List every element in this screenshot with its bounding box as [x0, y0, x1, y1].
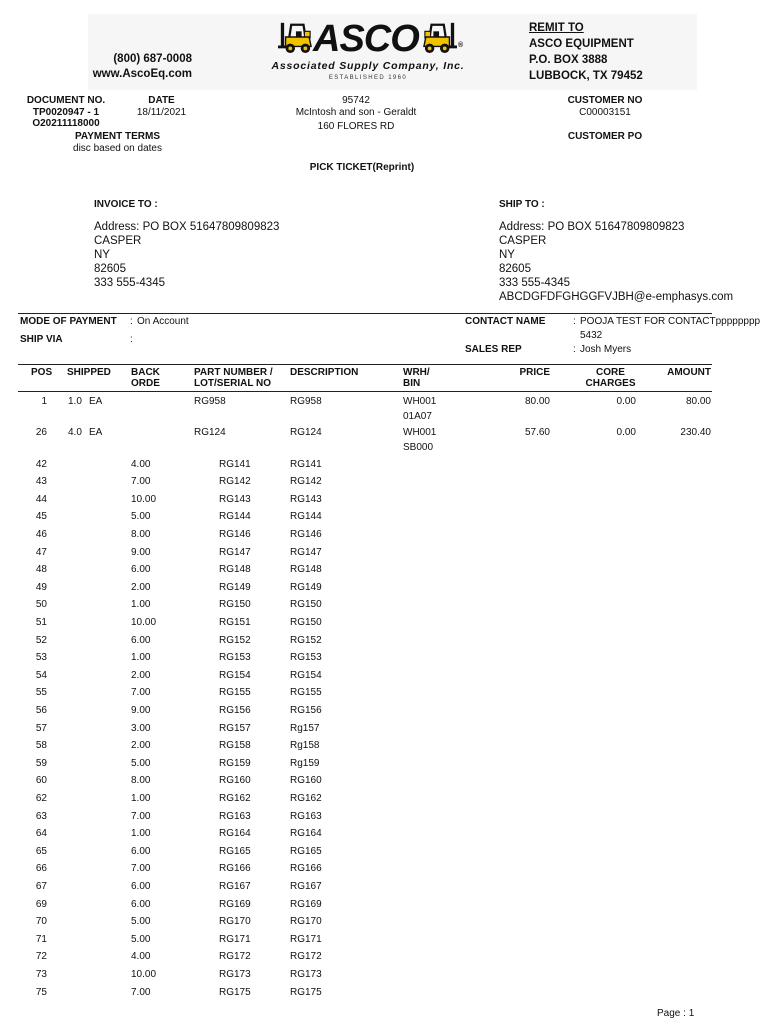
header-line: BACK: [131, 367, 160, 378]
ship-to-label: SHIP TO :: [499, 199, 545, 210]
row-pos: 54: [35, 669, 47, 681]
row-part-number: RG164: [219, 828, 251, 840]
table-row: [0, 934, 768, 948]
row-description: Rg158: [290, 740, 320, 752]
row-description: RG170: [290, 916, 322, 928]
separator: :: [573, 344, 576, 355]
row-part-number: RG169: [219, 898, 251, 910]
row-part-number: RG146: [219, 529, 251, 540]
row-part-number: RG159: [219, 757, 251, 769]
row-description: RG160: [290, 775, 322, 787]
row-back-order: 5.00: [131, 916, 151, 928]
row-description: Rg159: [290, 757, 320, 769]
row-warehouse: WH001: [403, 427, 437, 439]
mode-of-payment: On Account: [137, 316, 189, 327]
column-header-shipped: SHIPPED: [67, 367, 111, 378]
table-row: [0, 547, 768, 561]
row-description: RG141: [290, 458, 322, 470]
row-pos: 65: [35, 845, 47, 857]
row-description: RG154: [290, 669, 322, 681]
row-part-number: RG166: [219, 863, 251, 875]
remit-to-city: LUBBOCK, TX 79452: [529, 70, 643, 82]
row-part-number: RG143: [219, 493, 251, 505]
row-back-order: 3.00: [131, 722, 151, 734]
row-pos: 47: [35, 546, 47, 558]
customer-no: C00003151: [579, 107, 631, 118]
ship-to-state: NY: [499, 249, 515, 261]
row-description: RG958: [290, 396, 322, 407]
row-back-order: 6.00: [131, 634, 151, 646]
row-back-order: 8.00: [131, 775, 151, 787]
table-row: [0, 775, 768, 789]
customer-code: 95742: [342, 95, 370, 106]
table-row: [0, 705, 768, 719]
row-description: RG153: [290, 652, 322, 664]
row-back-order: 6.00: [131, 898, 151, 910]
separator: :: [573, 316, 576, 327]
row-back-order: 7.00: [131, 863, 151, 875]
table-row: [0, 899, 768, 913]
row-warehouse: WH001: [403, 396, 437, 407]
row-part-number: RG173: [219, 969, 251, 980]
table-row: [0, 396, 768, 422]
row-part-number: RG172: [219, 951, 251, 963]
page-indicator: [657, 1008, 694, 1020]
row-part-number: RG171: [219, 933, 251, 945]
row-description: RG172: [290, 951, 322, 963]
row-bin: SB000: [403, 442, 434, 454]
row-part-number: RG162: [219, 793, 251, 804]
invoice-to-address: Address: PO BOX 51647809809823: [94, 221, 280, 233]
row-pos: 55: [35, 687, 47, 699]
customer-no-label: CUSTOMER NO: [567, 95, 643, 106]
table-row: [0, 811, 768, 825]
row-back-order: 4.00: [131, 951, 151, 963]
page-label: Page :: [657, 1008, 686, 1019]
row-description: RG150: [290, 617, 322, 628]
row-description: RG171: [290, 933, 322, 945]
date-label: DATE: [148, 95, 175, 106]
row-pos: 62: [35, 793, 47, 804]
row-pos: 53: [35, 652, 47, 664]
contact-name-continued: 5432: [580, 330, 603, 341]
row-core-charges: 0.00: [616, 396, 636, 407]
customer-po-label: CUSTOMER PO: [567, 131, 643, 142]
row-shipped-uom: EA: [89, 396, 103, 407]
row-part-number: RG153: [219, 652, 251, 664]
row-part-number: RG144: [219, 511, 251, 523]
row-back-order: 10.00: [131, 617, 157, 628]
row-description: RG146: [290, 529, 322, 540]
row-back-order: 10.00: [131, 969, 157, 980]
row-back-order: 6.00: [131, 881, 151, 892]
row-pos: 75: [35, 986, 47, 998]
row-pos: 46: [35, 529, 47, 540]
table-row: [0, 687, 768, 701]
established-year: ESTABLISHED 1960: [328, 75, 408, 81]
row-part-number: RG958: [194, 396, 226, 407]
header-line: CORE: [596, 367, 625, 378]
ship-to-phone: 333 555-4345: [499, 277, 570, 289]
row-pos: 43: [35, 476, 47, 488]
column-header-description: DESCRIPTION: [290, 367, 359, 378]
row-shipped-uom: EA: [89, 427, 103, 439]
table-row: [0, 459, 768, 473]
row-pos: 67: [35, 881, 47, 892]
row-shipped-qty: 1.0: [68, 396, 82, 407]
row-part-number: RG141: [219, 458, 251, 470]
invoice-to-phone: 333 555-4345: [94, 277, 165, 289]
row-part-number: RG148: [219, 564, 251, 576]
row-back-order: 2.00: [131, 581, 151, 593]
table-row: [0, 427, 768, 454]
row-description: RG142: [290, 476, 322, 488]
row-description: RG173: [290, 969, 322, 980]
row-pos: 70: [35, 916, 47, 928]
row-core-charges: 0.00: [616, 427, 636, 439]
column-header-amount: AMOUNT: [667, 367, 711, 378]
row-part-number: RG167: [219, 881, 251, 892]
ship-via-label: SHIP VIA: [20, 334, 63, 345]
remit-to-address: P.O. BOX 3888: [529, 54, 608, 66]
row-back-order: 1.00: [131, 652, 151, 664]
table-row: [0, 846, 768, 860]
row-part-number: RG170: [219, 916, 251, 928]
row-description: RG152: [290, 634, 322, 646]
row-description: RG147: [290, 546, 322, 558]
table-row: [0, 863, 768, 877]
row-back-order: 2.00: [131, 669, 151, 681]
row-pos: 58: [35, 740, 47, 752]
row-back-order: 5.00: [131, 511, 151, 523]
row-part-number: RG150: [219, 599, 251, 611]
column-header-pos: POS: [31, 367, 53, 378]
invoice-to-state: NY: [94, 249, 110, 261]
row-back-order: 1.00: [131, 599, 151, 611]
customer-name: McIntosh and son - Geraldt: [295, 107, 417, 118]
row-part-number: RG175: [219, 986, 251, 998]
row-description: RG169: [290, 898, 322, 910]
row-description: RG166: [290, 863, 322, 875]
row-shipped-qty: 4.0: [68, 427, 82, 439]
ship-to-email: ABCDGFDFGHGGFVJBH@e-emphasys.com: [499, 291, 734, 303]
remit-to-label: REMIT TO: [529, 22, 584, 34]
table-row: [0, 635, 768, 649]
table-row: [0, 670, 768, 684]
invoice-to-zip: 82605: [94, 263, 126, 275]
table-row: [0, 529, 768, 543]
row-part-number: RG124: [194, 427, 226, 439]
row-pos: 45: [35, 511, 47, 523]
row-pos: 44: [35, 493, 47, 505]
mode-of-payment-label: MODE OF PAYMENT: [20, 316, 117, 327]
payment-terms-label: PAYMENT TERMS: [74, 131, 160, 142]
row-back-order: 2.00: [131, 740, 151, 752]
ship-to-address: Address: PO BOX 51647809809823: [499, 221, 685, 233]
row-description: RG143: [290, 493, 322, 505]
row-description: RG165: [290, 845, 322, 857]
table-row: [0, 828, 768, 842]
row-price: 80.00: [524, 396, 550, 407]
customer-street: 160 FLORES RD: [317, 121, 395, 132]
row-part-number: RG154: [219, 669, 251, 681]
row-part-number: RG149: [219, 581, 251, 593]
row-description: RG144: [290, 511, 322, 523]
table-row: [0, 881, 768, 895]
row-pos: 51: [35, 617, 47, 628]
row-amount: 230.40: [680, 427, 711, 439]
document-no-label: DOCUMENT NO.: [26, 95, 106, 106]
row-pos: 50: [35, 599, 47, 611]
header-line: BIN: [403, 378, 421, 389]
document-title: PICK TICKET(Reprint): [309, 162, 415, 173]
row-description: RG150: [290, 599, 322, 611]
logo-wordmark: ASCO: [313, 18, 419, 60]
row-pos: 1: [41, 396, 47, 407]
ship-to-zip: 82605: [499, 263, 531, 275]
document-no: TP0020947 - 1: [32, 107, 100, 118]
row-pos: 64: [35, 828, 47, 840]
row-pos: 52: [35, 634, 47, 646]
ship-to-city: CASPER: [499, 235, 547, 247]
contact-name: POOJA TEST FOR CONTACTpppppppp: [580, 316, 761, 327]
row-description: RG163: [290, 810, 322, 822]
table-row: [0, 617, 768, 631]
row-back-order: 1.00: [131, 828, 151, 840]
row-part-number: RG152: [219, 634, 251, 646]
remit-to-name: ASCO EQUIPMENT: [529, 38, 634, 50]
row-back-order: 1.00: [131, 793, 151, 804]
row-pos: 69: [35, 898, 47, 910]
table-row: [0, 511, 768, 525]
table-row: [0, 969, 768, 983]
registered-mark: ®: [458, 42, 464, 49]
table-row: [0, 599, 768, 613]
row-part-number: RG163: [219, 810, 251, 822]
row-pos: 71: [35, 933, 47, 945]
table-row: [0, 582, 768, 596]
row-bin: 01A07: [403, 411, 432, 422]
row-part-number: RG158: [219, 740, 251, 752]
company-phone: (800) 687-0008: [113, 53, 192, 65]
payment-terms: disc based on dates: [73, 143, 162, 154]
header-line: PART NUMBER /: [194, 367, 273, 378]
row-description: RG148: [290, 564, 322, 576]
row-pos: 72: [35, 951, 47, 963]
row-description: RG164: [290, 828, 322, 840]
row-description: RG124: [290, 427, 322, 439]
row-description: RG167: [290, 881, 322, 892]
order-no: O20211118000: [32, 118, 100, 129]
row-amount: 80.00: [685, 396, 711, 407]
sales-rep: Josh Myers: [580, 344, 632, 355]
row-back-order: 7.00: [131, 476, 151, 488]
row-back-order: 7.00: [131, 810, 151, 822]
row-part-number: RG142: [219, 476, 251, 488]
row-pos: 26: [35, 427, 47, 439]
document-date: 18/11/2021: [136, 107, 187, 118]
column-header-price: PRICE: [519, 367, 550, 378]
row-back-order: 4.00: [131, 458, 151, 470]
row-part-number: RG160: [219, 775, 251, 787]
row-description: RG156: [290, 705, 322, 716]
row-description: Rg157: [290, 722, 320, 734]
table-row: [0, 494, 768, 508]
row-description: RG155: [290, 687, 322, 699]
separator: :: [130, 316, 133, 327]
invoice-to-label: INVOICE TO :: [94, 199, 158, 210]
row-back-order: 8.00: [131, 529, 151, 540]
row-pos: 56: [35, 705, 47, 716]
row-pos: 63: [35, 810, 47, 822]
row-back-order: 10.00: [131, 493, 157, 505]
row-price: 57.60: [524, 427, 550, 439]
row-back-order: 6.00: [131, 564, 151, 576]
row-pos: 48: [35, 564, 47, 576]
row-back-order: 6.00: [131, 845, 151, 857]
row-back-order: 7.00: [131, 986, 151, 998]
table-row: [0, 758, 768, 772]
row-pos: 66: [35, 863, 47, 875]
row-part-number: RG147: [219, 546, 251, 558]
company-website: www.AscoEq.com: [92, 68, 192, 80]
table-row: [0, 951, 768, 965]
table-row: [0, 916, 768, 930]
table-row: [0, 564, 768, 578]
table-row: [0, 476, 768, 490]
row-pos: 59: [35, 757, 47, 769]
row-back-order: 5.00: [131, 757, 151, 769]
row-back-order: 7.00: [131, 687, 151, 699]
row-back-order: 9.00: [131, 705, 151, 716]
sales-rep-label: SALES REP: [465, 344, 522, 355]
invoice-to-city: CASPER: [94, 235, 142, 247]
table-row: [0, 740, 768, 754]
row-part-number: RG165: [219, 845, 251, 857]
row-pos: 49: [35, 581, 47, 593]
row-back-order: 5.00: [131, 933, 151, 945]
row-pos: 57: [35, 722, 47, 734]
row-pos: 42: [35, 458, 47, 470]
contact-name-label: CONTACT NAME: [465, 316, 546, 327]
row-back-order: 9.00: [131, 546, 151, 558]
row-part-number: RG155: [219, 687, 251, 699]
row-description: RG149: [290, 581, 322, 593]
row-part-number: RG157: [219, 722, 251, 734]
row-part-number: RG151: [219, 617, 251, 628]
header-line: LOT/SERIAL NO: [194, 378, 272, 389]
row-description: RG175: [290, 986, 322, 998]
table-row: [0, 723, 768, 737]
page-number: 1: [688, 1008, 695, 1019]
header-line: WRH/: [403, 367, 430, 378]
row-pos: 73: [35, 969, 47, 980]
row-pos: 60: [35, 775, 47, 787]
company-name: Associated Supply Company, Inc.: [271, 60, 465, 72]
separator: :: [130, 334, 133, 345]
header-line: ORDE: [131, 378, 160, 389]
header-line: CHARGES: [585, 378, 636, 389]
table-row: [0, 987, 768, 1001]
table-row: [0, 793, 768, 807]
table-row: [0, 652, 768, 666]
row-description: RG162: [290, 793, 322, 804]
row-part-number: RG156: [219, 705, 251, 716]
